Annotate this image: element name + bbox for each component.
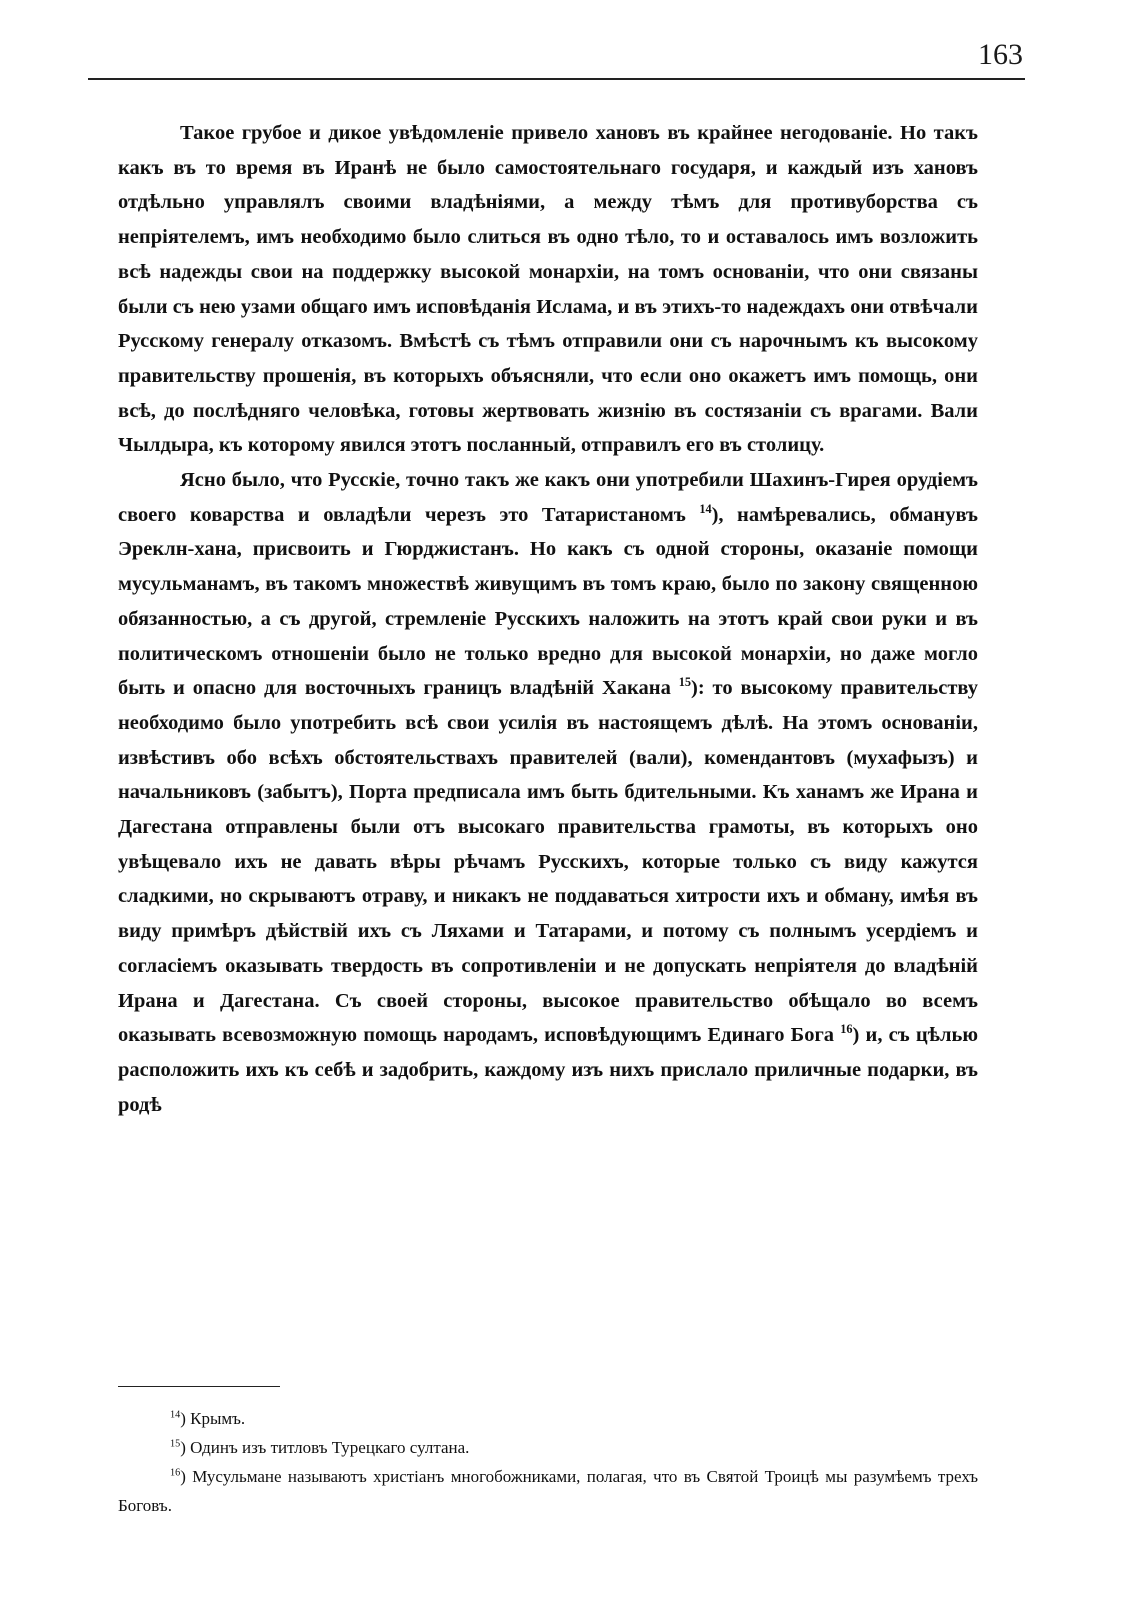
paragraph-2-part-a: Ясно было, что Русскіе, точно такъ же какъ они употребили Шахинъ-Гирея орудіемъ своего коварства и овладѣли черезъ это Татаристаномъ	[118, 469, 978, 526]
footnote-rule	[118, 1386, 280, 1387]
footnote-ref-15: 15	[678, 675, 692, 690]
footnote-text: ) Крымъ.	[180, 1409, 246, 1428]
main-text	[118, 116, 978, 1122]
footnotes	[118, 1404, 978, 1520]
paragraph-1: Такое грубое и дикое увѣдомленіе привело хановъ въ крайнее негодованіе. Но такъ какъ въ то время въ Иранѣ не было самостоятельнаго государя, и каждый изъ хановъ отдѣльно управлялъ своими владѣніями, а между тѣмъ для противуборства съ непріятелемъ, имъ необходимо было слиться въ одно тѣло, то и оставалось имъ возложить всѣ надежды свои на поддержку высокой монархіи, на томъ основаніи, что они связаны были съ нею узами общаго имъ исповѣданія Ислама, и въ этихъ-то надеждахъ они отвѣчали Русскому генералу отказомъ. Вмѣстѣ съ тѣмъ отправили они съ нарочнымъ къ высокому правительству прошенія, въ которыхъ объясняли, что если оно окажетъ имъ помощь, они всѣ, до послѣдняго человѣка, готовы жертвовать жизнію въ состязаніи съ врагами. Вали Чылдыра, къ которому явился этотъ посланный, отправилъ его въ столицу.	[118, 122, 978, 457]
paragraph-2	[118, 463, 978, 1122]
header-rule	[88, 78, 1025, 80]
footnote-marker: 15	[170, 1438, 181, 1450]
footnote-ref-14: 14	[699, 501, 712, 516]
footnote-15	[118, 1433, 978, 1462]
paragraph-2-part-c: ): то высокому правительству необходимо было употребить всѣ свои усилія въ настоящемъ дѣлѣ. На этомъ основаніи, извѣстивъ обо всѣхъ обстоятельствахъ правителей (вали), комендантовъ (мухафызъ) и начальниковъ (забытъ), Порта предписала имъ быть бдительными. Къ ханамъ же Ирана и Дагестана отправлены были отъ высокаго правительства грамоты, въ которыхъ оно увѣщевало ихъ не давать вѣры рѣчамъ Русскихъ, которые только съ виду кажутся сладкими, но скрываютъ отраву, и никакъ не поддаваться хитрости ихъ и обману, имѣя въ виду примѣръ дѣйствій ихъ съ Ляхами и Татарами, и потому съ полнымъ усердіемъ и согласіемъ оказывать твердость въ сопротивленіи и не допускать непріятеля до владѣній Ирана и Дагестана. Съ своей стороны, высокое правительство обѣщало во всемъ оказывать всевозможную помощь народамъ, исповѣдующимъ Единаго Бога	[118, 677, 979, 1047]
paragraph-2-part-d: ) и, съ цѣлью расположить ихъ къ себѣ и задобрить, каждому изъ нихъ прислало приличные подарки, въ родѣ	[118, 1024, 978, 1116]
page-number: 163	[978, 38, 1023, 71]
footnote-16	[118, 1462, 978, 1520]
footnote-ref-16: 16	[840, 1022, 853, 1037]
paragraph-2-part-b: ), намѣревались, обманувъ Эреклн-хана, присвоить и Гюрджистанъ. Но какъ съ одной стороны, оказаніе помощи мусульманамъ, въ такомъ множествѣ живущимъ въ томъ краю, было по закону священною обязанностью, а съ другой, стремленіе Русскихъ наложить на этотъ край свои руки и въ политическомъ отношеніи было не только вредно для высокой монархіи, но даже могло быть и опасно для восточныхъ границъ владѣній Хакана	[118, 503, 978, 700]
footnote-text: ) Одинъ изъ титловъ Турецкаго султана.	[180, 1438, 470, 1457]
footnote-marker: 16	[170, 1467, 181, 1479]
footnote-14	[118, 1404, 978, 1433]
footnote-text: ) Мусульмане называютъ христіанъ многобожниками, полагая, что въ Святой Троицѣ мы разумѣемъ трехъ Боговъ.	[118, 1467, 978, 1515]
footnote-marker: 14	[170, 1409, 181, 1421]
